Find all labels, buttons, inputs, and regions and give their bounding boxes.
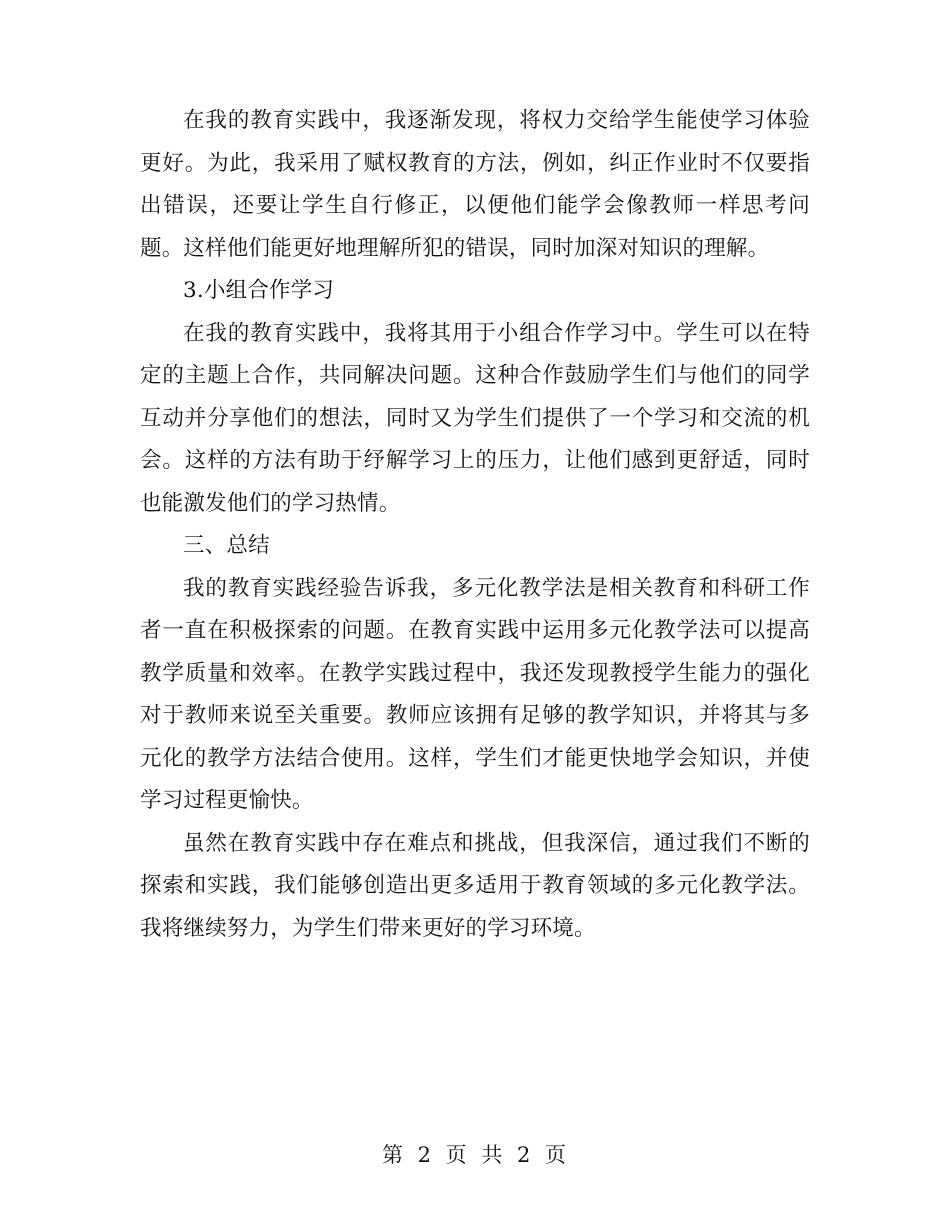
paragraph-conclusion: 虽然在教育实践中存在难点和挑战，但我深信，通过我们不断的探索和实践，我们能够创造出更多适用于教育领域的多元化教学法。我将继续努力，为学生们带来更好的学习环境。	[140, 830, 810, 941]
paragraph-empowerment: 在我的教育实践中，我逐渐发现，将权力交给学生能使学习体验更好。为此，我采用了赋权教育的方法，例如，纠正作业时不仅要指出错误，还要让学生自行修正，以便他们能学会像教师一样思考问题。这样他们能更好地理解所犯的错误，同时加深对知识的理解。	[140, 108, 810, 261]
paragraph-summary: 我的教育实践经验告诉我，多元化教学法是相关教育和科研工作者一直在积极探索的问题。在教育实践中运用多元化教学法可以提高教学质量和效率。在教学实践过程中，我还发现教授学生能力的强化对于教师来说至关重要。教师应该拥有足够的教学知识，并将其与多元化的教学方法结合使用。这样，学生们才能更快地学会知识，并使学习过程更愉快。	[140, 575, 810, 813]
section-heading-group-learning: 3.小组合作学习	[183, 278, 335, 303]
paragraph-group-learning: 在我的教育实践中，我将其用于小组合作学习中。学生可以在特定的主题上合作，共同解决问题。这种合作鼓励学生们与他们的同学互动并分享他们的想法，同时又为学生们提供了一个学习和交流的机会。这样的方法有助于纾解学习上的压力，让他们感到更舒适，同时也能激发他们的学习热情。	[140, 320, 810, 516]
section-heading-summary: 三、总结	[183, 533, 270, 558]
page-number-footer: 第 2 页 共 2 页	[381, 1143, 569, 1167]
document-body	[140, 100, 810, 950]
